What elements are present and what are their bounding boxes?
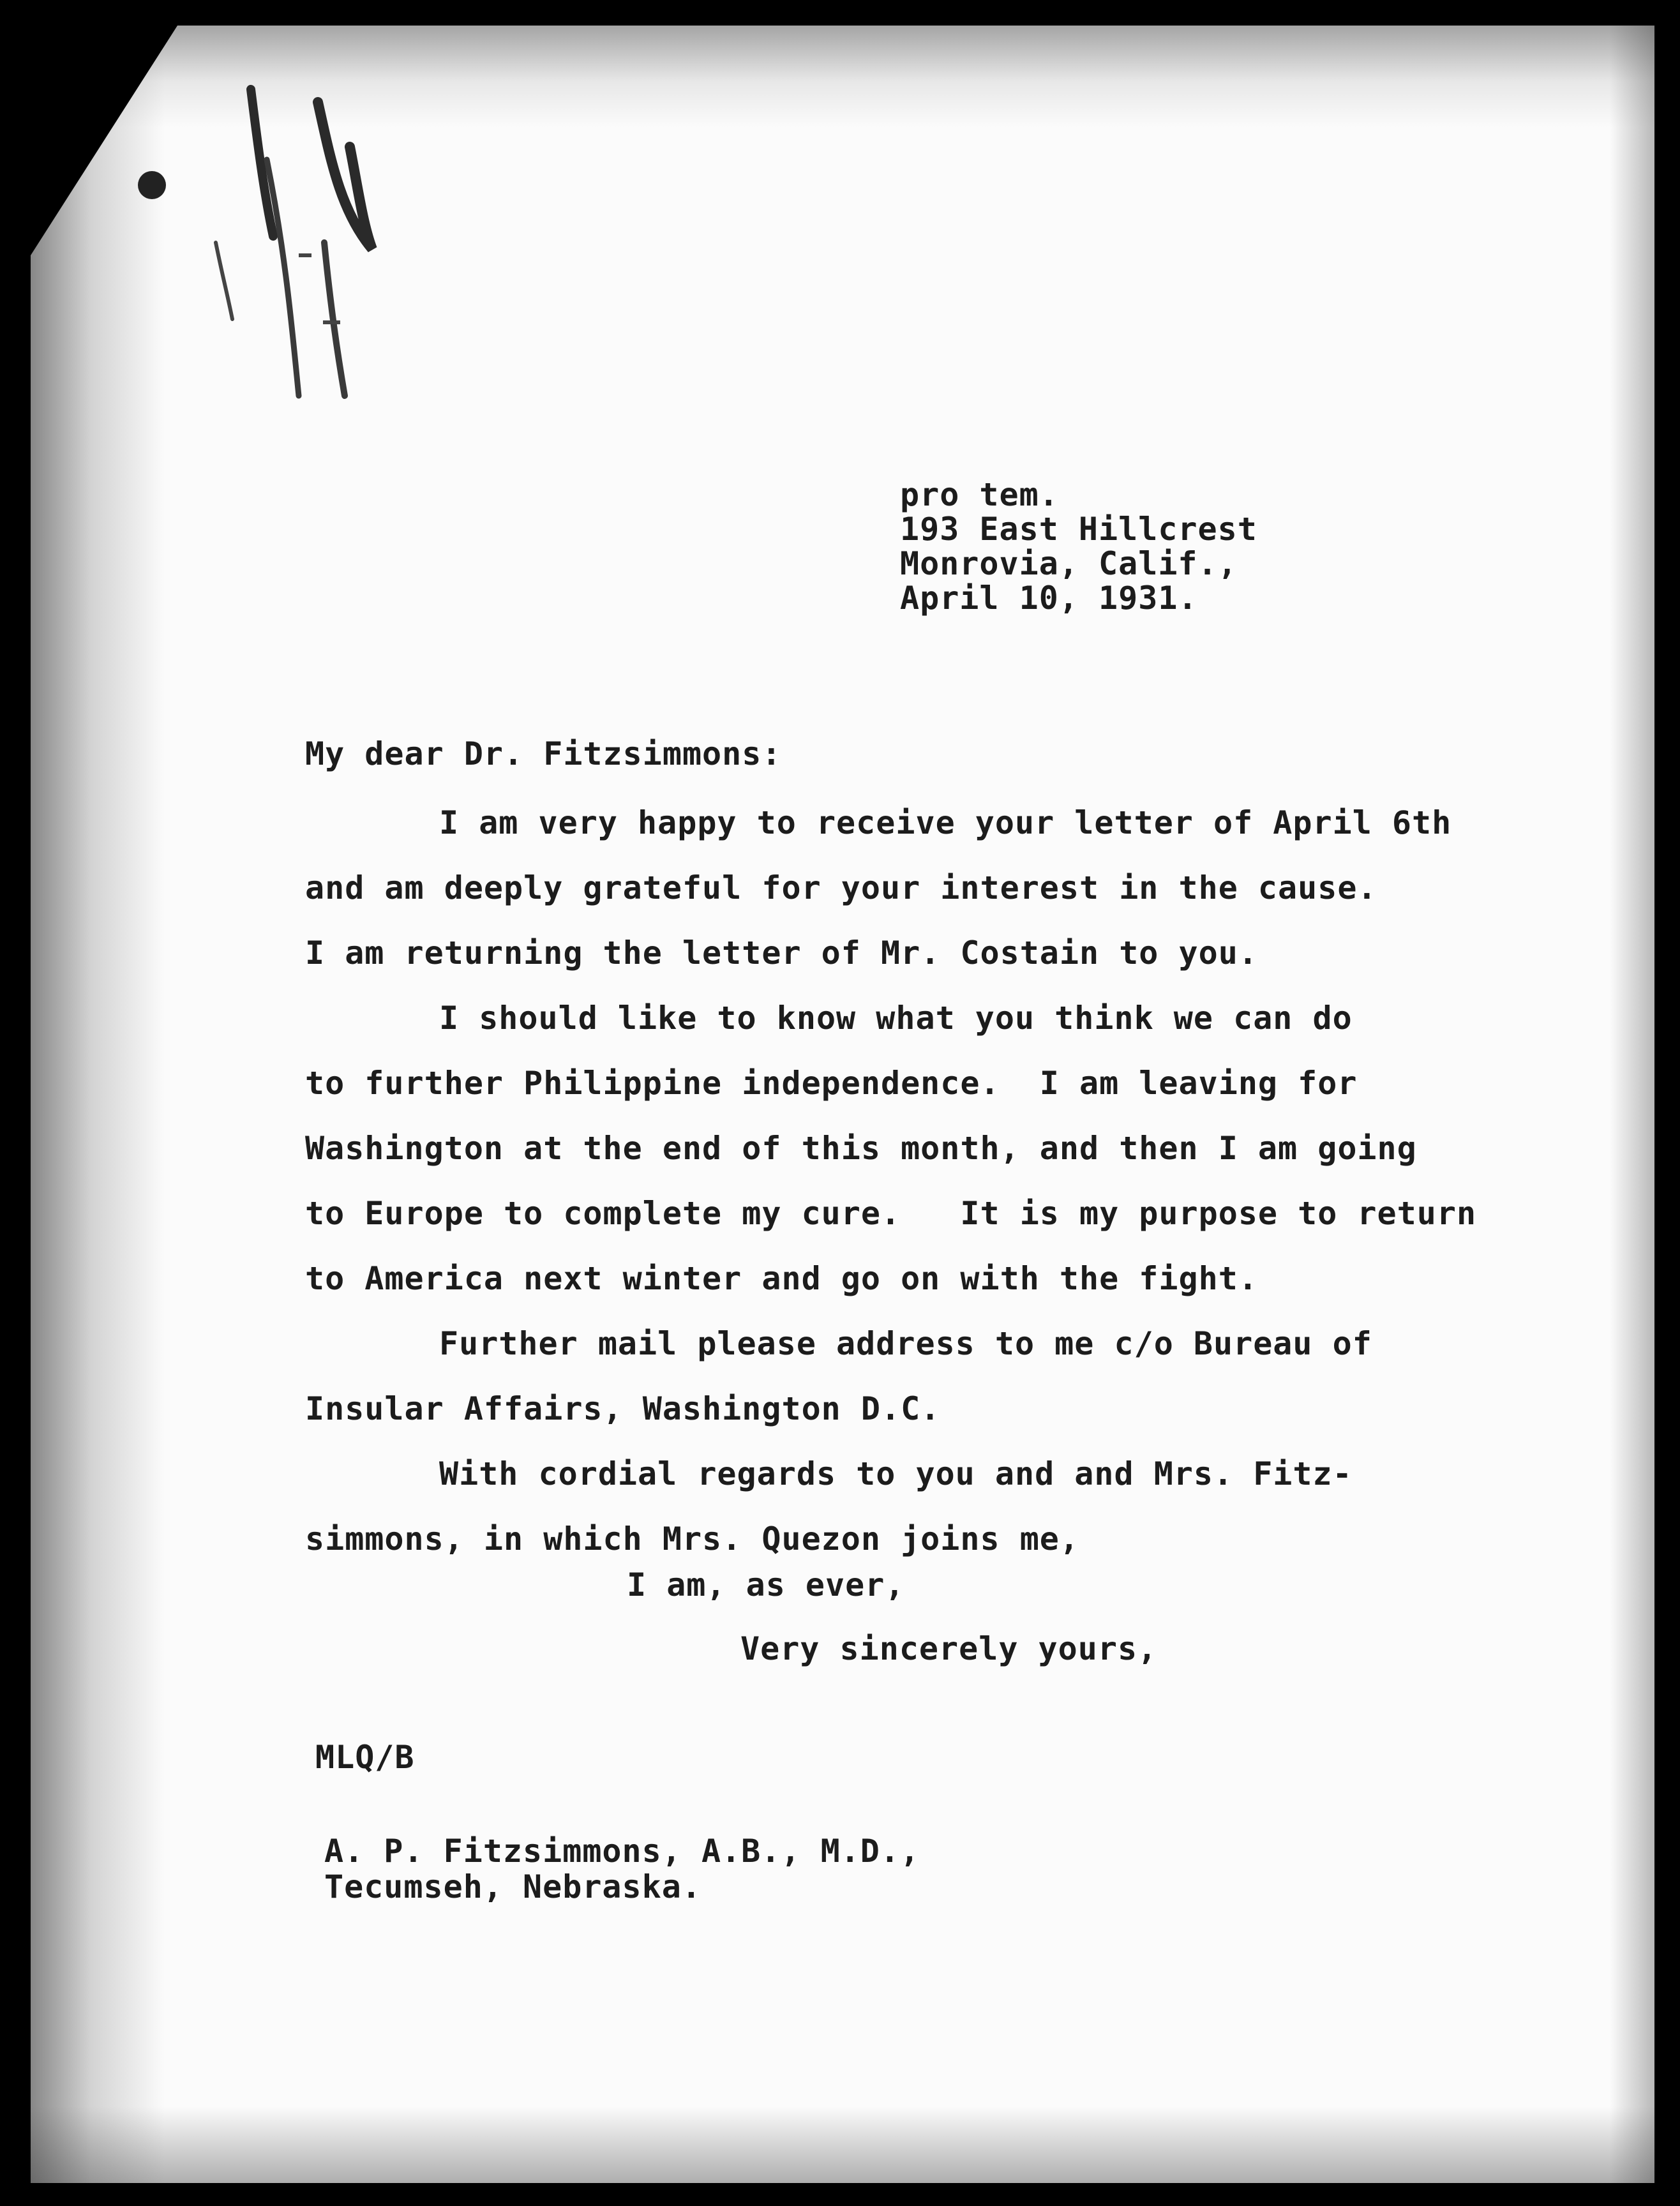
letter-body: [305, 790, 1518, 1572]
body-line: simmons, in which Mrs. Quezon joins me,: [305, 1520, 1079, 1557]
body-line: I am very happy to receive your letter of April 6th: [439, 804, 1452, 841]
handwritten-marks: [120, 64, 388, 421]
body-line: With cordial regards to you and and Mrs. Fitz-: [439, 1455, 1353, 1492]
scan-edge-shadow-bottom: [31, 2106, 1654, 2183]
heading-line-pro-tem: pro tem.: [900, 476, 1059, 513]
body-line: to Europe to complete my cure. It is my purpose to return: [305, 1195, 1477, 1232]
scan-edge-shadow-right: [1610, 26, 1654, 2183]
body-line: I am returning the letter of Mr. Costain to you.: [305, 934, 1258, 972]
body-line: to America next winter and go on with the fight.: [305, 1260, 1258, 1297]
heading-line-date: April 10, 1931.: [900, 580, 1198, 617]
addressee-name: A. P. Fitzsimmons, A.B., M.D.,: [324, 1833, 920, 1870]
body-line: Washington at the end of this month, and then I am going: [305, 1130, 1417, 1167]
salutation: My dear Dr. Fitzsimmons:: [305, 735, 782, 772]
inside-address: [324, 1833, 920, 1905]
heading-line-city: Monrovia, Calif.,: [900, 545, 1238, 582]
body-line: Insular Affairs, Washington D.C.: [305, 1390, 941, 1427]
body-line: and am deeply grateful for your interest in the cause.: [305, 869, 1377, 906]
heading-line-street: 193 East Hillcrest: [900, 511, 1257, 548]
body-line: to further Philippine independence. I am leaving for: [305, 1065, 1358, 1102]
return-address-and-date: [900, 477, 1257, 615]
letter-page: [31, 26, 1654, 2183]
addressee-location: Tecumseh, Nebraska.: [324, 1868, 701, 1905]
complimentary-close-1: I am, as ever,: [627, 1566, 905, 1603]
body-line: I should like to know what you think we can do: [439, 1000, 1353, 1037]
body-line: Further mail please address to me c/o Bureau of: [439, 1325, 1372, 1362]
complimentary-close-2: Very sincerely yours,: [740, 1630, 1158, 1667]
reference-initials: MLQ/B: [315, 1739, 415, 1776]
